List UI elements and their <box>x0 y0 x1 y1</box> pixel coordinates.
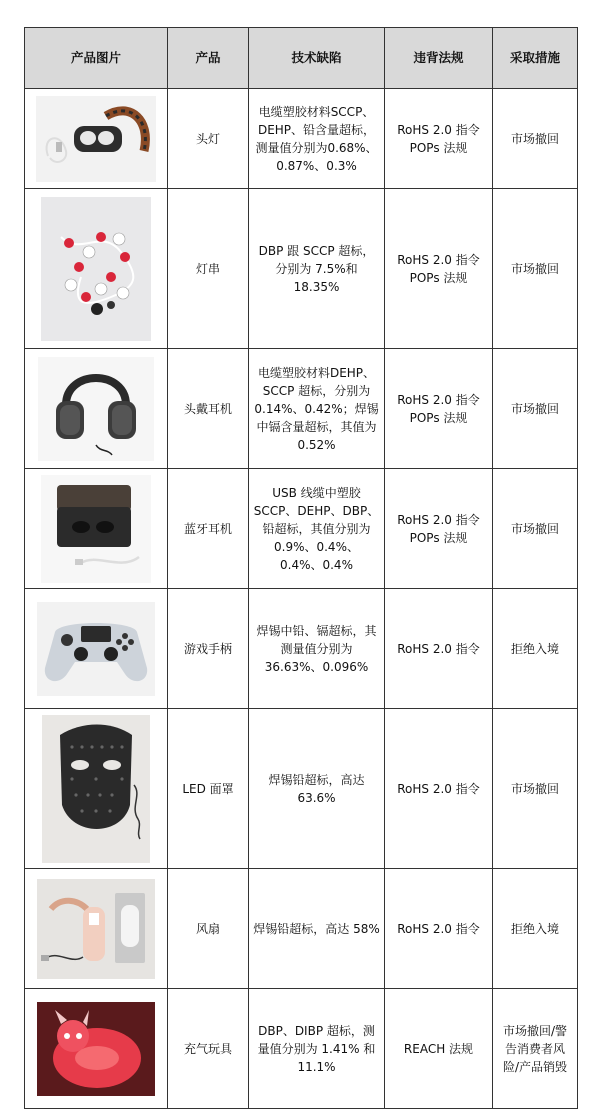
law-text: RoHS 2.0 指令 POPs 法规 <box>385 349 493 469</box>
earbuds-photo-icon <box>41 475 151 583</box>
product-image-cell <box>25 89 168 189</box>
table-row <box>25 89 578 189</box>
defect-text: 电缆塑胶材料SCCP、DEHP、铅含量超标，测量值分别为0.68%、0.87%、0.3% <box>249 89 385 189</box>
table-row <box>25 349 578 469</box>
header-law: 违背法规 <box>385 28 493 89</box>
law-text: RoHS 2.0 指令 <box>385 869 493 989</box>
action-text: 市场撤回 <box>493 89 578 189</box>
defect-text: 焊锡铅超标，高达 63.6% <box>249 709 385 869</box>
string-lights-photo-icon <box>41 197 151 341</box>
defect-text: 电缆塑胶材料DEHP、SCCP 超标，分别为 0.14%、0.42%；焊锡中镉含量超标，其值为 0.52% <box>249 349 385 469</box>
product-name: 风扇 <box>168 869 249 989</box>
table-row <box>25 469 578 589</box>
fan-photo-icon <box>37 879 155 979</box>
product-name: 头灯 <box>168 89 249 189</box>
inflatable-toy-photo-icon <box>37 1002 155 1096</box>
product-image-cell <box>25 989 168 1109</box>
product-name: 头戴耳机 <box>168 349 249 469</box>
law-text: REACH 法规 <box>385 989 493 1109</box>
law-text: RoHS 2.0 指令 <box>385 589 493 709</box>
product-name: 充气玩具 <box>168 989 249 1109</box>
defect-text: DBP、DIBP 超标，测量值分别为 1.41% 和 11.1% <box>249 989 385 1109</box>
headlamp-photo-icon <box>36 96 156 182</box>
product-image-cell <box>25 349 168 469</box>
action-text: 市场撤回 <box>493 469 578 589</box>
action-text: 市场撤回 <box>493 349 578 469</box>
led-mask-photo-icon <box>42 715 150 863</box>
action-text: 市场撤回 <box>493 189 578 349</box>
defect-text: DBP 跟 SCCP 超标，分别为 7.5%和 18.35% <box>249 189 385 349</box>
action-text: 市场撤回 <box>493 709 578 869</box>
action-text: 市场撤回/警告消费者风险/产品销毁 <box>493 989 578 1109</box>
recall-table <box>24 27 578 1109</box>
defect-text: 焊锡中铅、镉超标，其测量值分别为 36.63%、0.096% <box>249 589 385 709</box>
law-text: RoHS 2.0 指令 <box>385 709 493 869</box>
table-row <box>25 709 578 869</box>
defect-text: 焊锡铅超标，高达 58% <box>249 869 385 989</box>
table-row <box>25 589 578 709</box>
product-image-cell <box>25 189 168 349</box>
product-image-cell <box>25 709 168 869</box>
product-image-cell <box>25 869 168 989</box>
product-name: 蓝牙耳机 <box>168 469 249 589</box>
header-row <box>25 28 578 89</box>
product-name: 游戏手柄 <box>168 589 249 709</box>
table-row <box>25 189 578 349</box>
product-image-cell <box>25 469 168 589</box>
action-text: 拒绝入境 <box>493 869 578 989</box>
product-name: LED 面罩 <box>168 709 249 869</box>
law-text: RoHS 2.0 指令 POPs 法规 <box>385 89 493 189</box>
header-action: 采取措施 <box>493 28 578 89</box>
product-name: 灯串 <box>168 189 249 349</box>
defect-text: USB 线缆中塑胶SCCP、DEHP、DBP、铅超标，其值分别为 0.9%、0.4%、0.4%、0.4% <box>249 469 385 589</box>
header-image: 产品图片 <box>25 28 168 89</box>
headphones-photo-icon <box>38 357 154 461</box>
gamepad-photo-icon <box>37 602 155 696</box>
action-text: 拒绝入境 <box>493 589 578 709</box>
product-image-cell <box>25 589 168 709</box>
law-text: RoHS 2.0 指令 POPs 法规 <box>385 469 493 589</box>
header-product: 产品 <box>168 28 249 89</box>
table-row <box>25 869 578 989</box>
header-defect: 技术缺陷 <box>249 28 385 89</box>
law-text: RoHS 2.0 指令 POPs 法规 <box>385 189 493 349</box>
table-row <box>25 989 578 1109</box>
